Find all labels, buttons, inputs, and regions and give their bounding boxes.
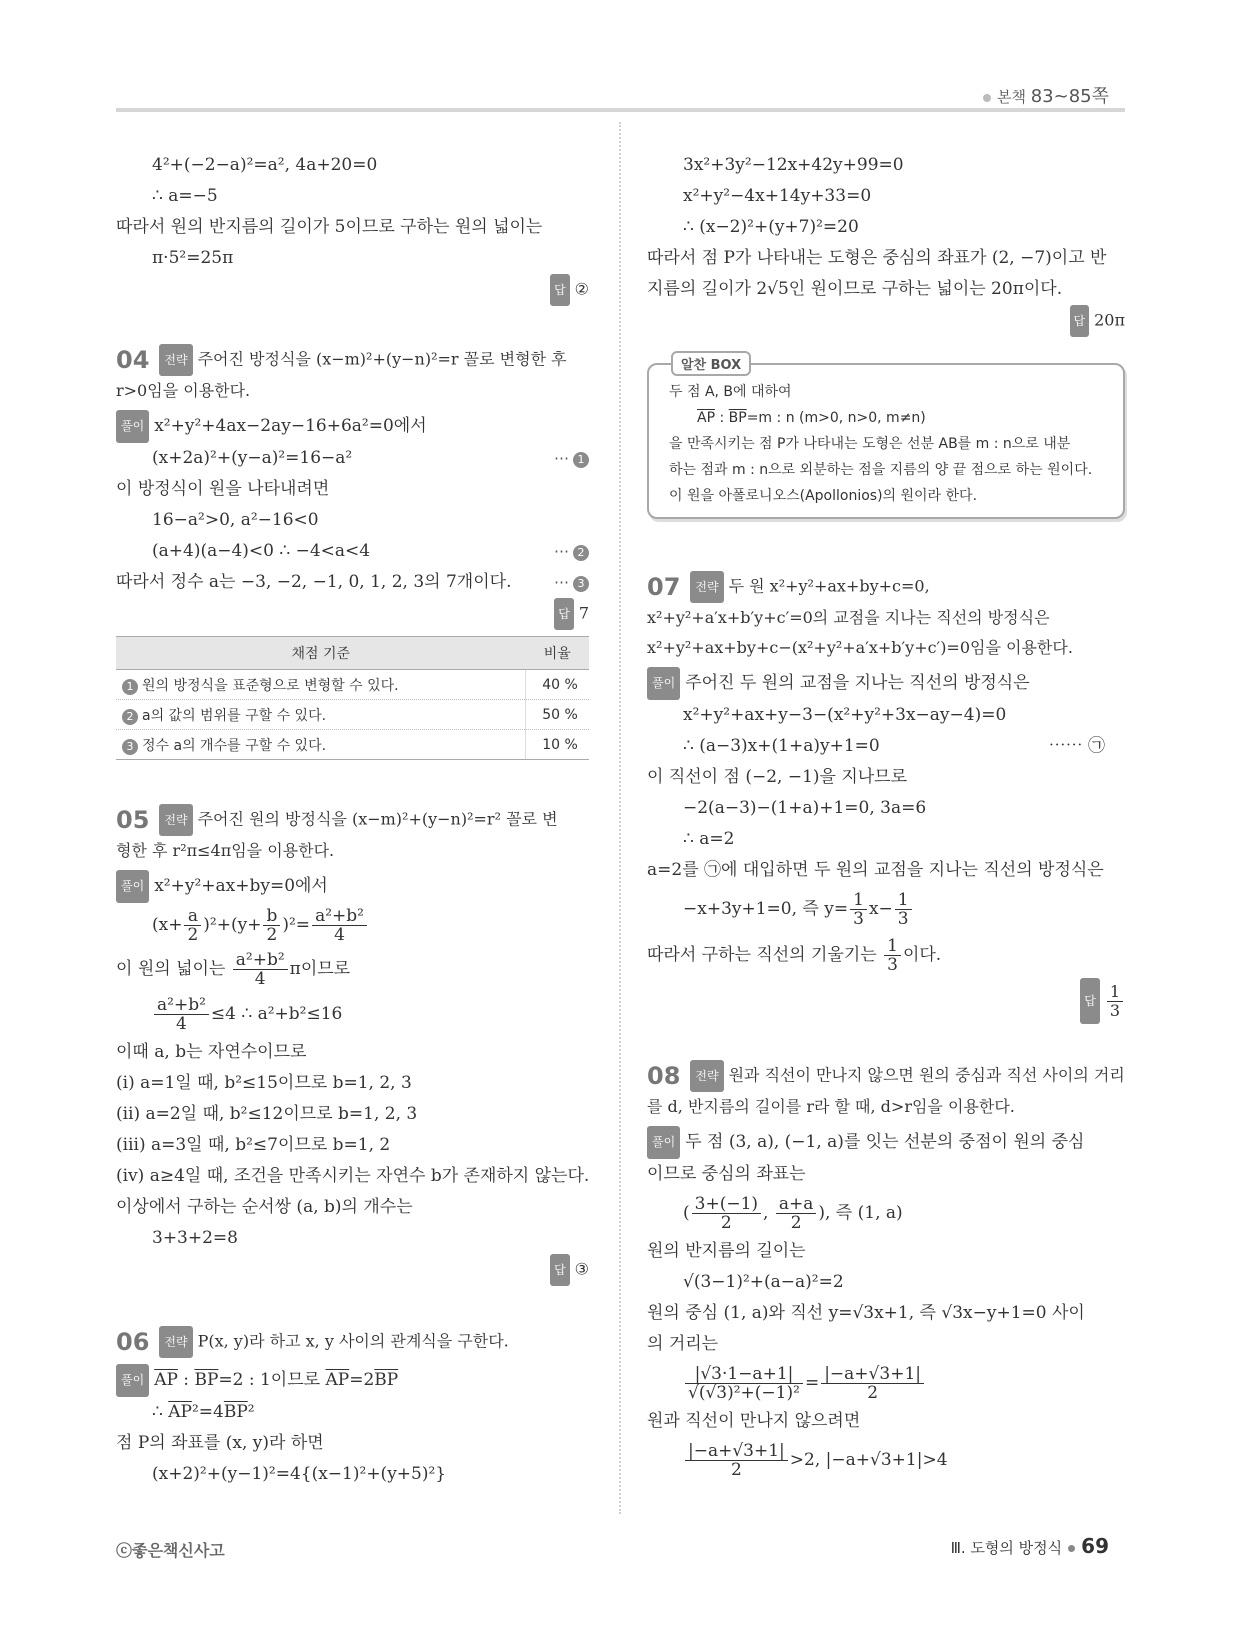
- step-marker: ⋯ 2: [554, 536, 589, 567]
- problem-05-header: 05 전략 주어진 원의 방정식을 (x−m)²+(y−n)²=r² 꼴로 변: [116, 806, 558, 834]
- problem-number: 06: [116, 1328, 150, 1356]
- tip-box: 알찬 BOX 두 점 A, B에 대하여 $\overline{AP}$ : $\overline{BP}=m$ : n (m>0, n>0, m≠n) 을 만족시키는 점 P가 나타내는 도형은 선분 AB를 m : n으로 내분 하는 점과 m : n으로 외분하는 점을 지름의 양 끝 점으로 하는 원이다. 이 원을 아폴로니오스(Apollonios)의 원이라 한다.: [647, 363, 1125, 519]
- text-line: (ⅰ) a=1일 때, b²≤15이므로 b=1, 2, 3: [116, 1073, 412, 1093]
- text-line: ∴ (a−3)x+(1+a)y+1=0 ⋯⋯ ㉠: [683, 736, 1105, 756]
- left-column: [116, 150, 589, 1490]
- equation-line: ( $\frac{3+(-1)}{2}$ , $\frac{a+a}{2}$ ), 즉 (1, a): [683, 1194, 903, 1233]
- solution-line: 풀이 x²+y²+4ax−2ay−16+6a²=0에서: [116, 410, 589, 443]
- table-row: 2 a의 값의 범위를 구할 수 있다. 50 %: [116, 700, 589, 730]
- text-line: x²+y²+ax+y−3−(x²+y²+3x−ay−4)=0: [683, 705, 1007, 725]
- solution-line: 풀이 두 점 (3, a), (−1, a)를 잇는 선분의 중점이 원의 중심: [647, 1126, 1125, 1159]
- answer: 답 20π: [647, 305, 1125, 337]
- text-line: 이므로 중심의 좌표는: [647, 1164, 806, 1184]
- text-line: 3+3+2=8: [152, 1228, 238, 1248]
- text-line: 이 직선이 점 (−2, −1)을 지나므로: [647, 767, 908, 787]
- equation-line: (x+ $\frac{a}{2}$ )²+(y+ $\frac{b}{2}$ )²= $\frac{\text{a²+b²}}{4}$: [116, 903, 589, 947]
- text-line: 4²+(−2−a)²=a², 4a+20=0: [152, 155, 378, 175]
- equation-line: $\frac{|√3\cdot 1-a+1|}{\text{√(√3)²+(−1)²}}$ = $\frac{|-a+√3+1|}{2}$: [647, 1360, 1125, 1406]
- text-line: (a+4)(a−4)<0 ∴ −4<a<4 ⋯ 2: [116, 536, 589, 567]
- text-line: 의 거리는: [647, 1334, 719, 1354]
- text-line: 이 원의 넓이는 $\frac{\text{a²+b²}}{4}$ π이므로: [116, 950, 351, 989]
- text-line: a=2를 ㉠에 대입하면 두 원의 교점을 지나는 직선의 방정식은: [647, 860, 1104, 880]
- solution-line: 풀이 x²+y²+ax+by=0에서: [116, 870, 589, 903]
- text-line: (ⅳ) a≥4일 때, 조건을 만족시키는 자연수 b가 존재하지 않는다.: [116, 1166, 590, 1186]
- text-line: x²+y²−4x+14y+33=0: [683, 186, 872, 206]
- problem-number: 07: [647, 573, 681, 601]
- text-line: 3x²+3y²−12x+42y+99=0: [683, 155, 904, 175]
- page-header: 본책 83~85쪽: [983, 82, 1109, 108]
- bullet-icon: [1068, 1545, 1075, 1552]
- header-rule: [116, 108, 1125, 112]
- text-line: π·5²=25π: [152, 248, 234, 268]
- text-line: (x+2)²+(y−1)²=4{(x−1)²+(y+5)²}: [152, 1464, 447, 1484]
- problem-07-header: 07 전략 두 원 x²+y²+ax+by+c=0,: [647, 573, 930, 601]
- equation-line: $\frac{|-a+√3+1|}{2}$ >2, |−a+√3+1|>4: [647, 1437, 1125, 1483]
- text-line: 이 방정식이 원을 나타내려면: [116, 479, 330, 499]
- text-line: 원의 반지름의 길이는: [647, 1241, 806, 1261]
- text-line: (ⅱ) a=2일 때, b²≤12이므로 b=1, 2, 3: [116, 1104, 418, 1124]
- grading-table: 채점 기준 비율 1 원의 방정식을 표준형으로 변형할 수 있다. 40 % 2 a의 값의 범위를 구할 수 있다. 50 % 3 정수 a의 개수를 구할 수 있다. 10 %: [116, 636, 589, 760]
- text-line: (ⅲ) a=3일 때, b²≤7이므로 b=1, 2: [116, 1135, 391, 1155]
- tip-box-title: 알찬 BOX: [671, 351, 751, 376]
- step-marker: ⋯ 3: [554, 567, 589, 598]
- strategy-line: x²+y²+a′x+b′y+c′=0의 교점을 지나는 직선의 방정식은: [647, 608, 1050, 627]
- text-line: ∴ (x−2)²+(y+7)²=20: [683, 217, 859, 237]
- text-line: (x+2a)²+(y−a)²=16−a² ⋯ 1: [116, 443, 589, 474]
- problem-number: 05: [116, 806, 150, 834]
- text-line: ∴ a=−5: [152, 186, 218, 206]
- strategy-line: 형한 후 r²π≤4π임을 이용한다.: [116, 841, 335, 860]
- problem-number: 08: [647, 1062, 681, 1090]
- text-line: √(3−1)²+(a−a)²=2: [683, 1272, 844, 1292]
- answer: 답 ②: [116, 274, 589, 306]
- page-number: 69: [1081, 1534, 1109, 1558]
- text-line: 따라서 점 P가 나타내는 도형은 중심의 좌표가 (2, −7)이고 반: [647, 248, 1107, 268]
- text-line: 이때 a, b는 자연수이므로: [116, 1042, 307, 1062]
- bullet-icon: [983, 94, 991, 102]
- problem-number: 04: [116, 346, 150, 374]
- strategy-line: 를 d, 반지름의 길이를 r라 할 때, d>r임을 이용한다.: [647, 1097, 1015, 1116]
- text-line: 원과 직선이 만나지 않으려면: [647, 1411, 861, 1431]
- step-marker: ⋯ 1: [554, 443, 589, 474]
- text-line: −2(a−3)−(1+a)+1=0, 3a=6: [683, 798, 927, 818]
- right-column: [647, 150, 1125, 1483]
- table-row: 3 정수 a의 개수를 구할 수 있다. 10 %: [116, 730, 589, 760]
- text-line: 원의 중심 (1, a)와 직선 y=√3x+1, 즉 √3x−y+1=0 사이: [647, 1303, 1085, 1323]
- equation-line: −x+3y+1=0, 즉 y= $\frac{1}{3}$ x− $\frac{1}{3}$: [647, 886, 1125, 932]
- column-divider: [619, 122, 621, 1514]
- text-line: 따라서 원의 반지름의 길이가 5이므로 구하는 원의 넓이는: [116, 217, 543, 237]
- answer: 답 $\frac{1}{3}$: [647, 978, 1125, 1024]
- strategy-line: r>0임을 이용한다.: [116, 381, 251, 400]
- text-line: ∴ a=2: [683, 829, 735, 849]
- solution-line: 풀이 $\overline{AP}$ : $\overline{BP}=2$ : 1이므로 $\overline{AP}=2\overline{BP}$: [116, 1364, 589, 1397]
- problem-08-header: 08 전략 원과 직선이 만나지 않으면 원의 중심과 직선 사이의 거리: [647, 1062, 1125, 1090]
- text-line: 점 P의 좌표를 (x, y)라 하면: [116, 1433, 324, 1453]
- strategy-line: x²+y²+ax+by+c−(x²+y²+a′x+b′y+c′)=0임을 이용한다.: [647, 638, 1073, 657]
- text-line: 지름의 길이가 2√5인 원이므로 구하는 넓이는 20π이다.: [647, 279, 1063, 299]
- solution-line: 풀이 주어진 두 원의 교점을 지나는 직선의 방정식은: [647, 667, 1125, 700]
- problem-06-header: 06 전략 P(x, y)라 하고 x, y 사이의 관계식을 구한다.: [116, 1328, 509, 1356]
- equation-line: $\frac{\text{a²+b²}}{4}$ ≤4 ∴ a²+b²≤16: [116, 991, 589, 1037]
- text-line: 따라서 정수 a는 −3, −2, −1, 0, 1, 2, 3의 7개이다. ⋯ 3: [116, 567, 589, 598]
- answer: 답 7: [116, 598, 589, 630]
- page-footer: Ⅲ. 도형의 방정식 69: [950, 1534, 1109, 1558]
- text-line: 따라서 구하는 직선의 기울기는 $\frac{1}{3}$ 이다.: [647, 936, 942, 975]
- problem-04-header: 04 전략 주어진 방정식을 (x−m)²+(y−n)²=r 꼴로 변형한 후: [116, 346, 567, 374]
- answer: 답 ③: [116, 1254, 589, 1286]
- text-line: 16−a²>0, a²−16<0: [152, 510, 319, 530]
- publisher-logo: ⓒ좋은책신사고: [116, 1541, 225, 1560]
- text-line: ∴ $\overline{AP}^2=4\overline{BP}^2$: [152, 1402, 255, 1422]
- table-row: 1 원의 방정식을 표준형으로 변형할 수 있다. 40 %: [116, 670, 589, 700]
- text-line: 이상에서 구하는 순서쌍 (a, b)의 개수는: [116, 1197, 413, 1217]
